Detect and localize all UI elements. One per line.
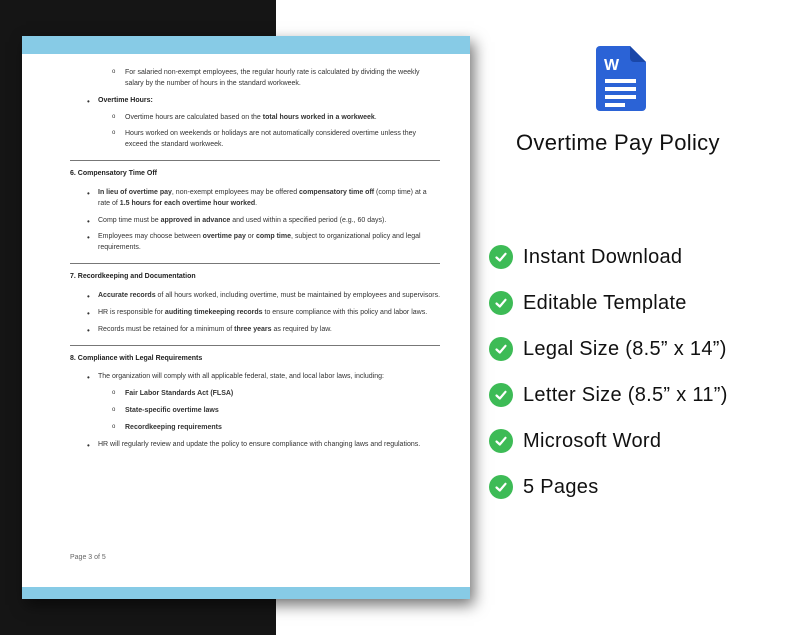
list-item <box>70 96 440 107</box>
section-divider <box>70 160 440 161</box>
list-item: • Records must be retained for a minimum of three years as required by law. <box>70 325 440 336</box>
page-number: Page 3 of 5 <box>70 554 106 561</box>
check-icon <box>489 245 513 269</box>
document-body <box>70 68 440 457</box>
feature-list <box>489 234 728 510</box>
document-page-preview <box>22 36 470 599</box>
list-item: • HR is responsible for auditing timekeeping records to ensure compliance with this policy and labor laws. <box>70 308 440 319</box>
list-item: o State-specific overtime laws <box>70 406 440 417</box>
page-footer-band <box>22 587 470 599</box>
product-title: Overtime Pay Policy <box>516 130 720 155</box>
section-title: 8. Compliance with Legal Requirements <box>70 354 203 362</box>
section-title: 7. Recordkeeping and Documentation <box>70 273 196 281</box>
list-item: o Recordkeeping requirements <box>70 423 440 434</box>
feature-item <box>489 372 728 418</box>
list-item: • Accurate records of all hours worked, including overtime, must be maintained by employees and supervisors. <box>70 291 440 302</box>
feature-label: Microsoft Word <box>523 429 662 452</box>
list-item: • HR will regularly review and update the policy to ensure compliance with changing laws and regulations. <box>70 440 440 451</box>
list-item: • Comp time must be approved in advance and used within a specified period (e.g., 60 days). <box>70 216 440 227</box>
feature-label: Instant Download <box>523 245 683 268</box>
feature-label: Editable Template <box>523 291 687 314</box>
feature-item <box>489 464 728 510</box>
check-icon <box>489 337 513 361</box>
list-item: • Employees may choose between overtime pay or comp time, subject to organizational policy and legal requirements. <box>70 232 440 254</box>
check-icon <box>489 475 513 499</box>
check-icon <box>489 383 513 407</box>
page-header-band <box>22 36 470 54</box>
feature-item <box>489 280 728 326</box>
overtime-hours-label: Overtime Hours: <box>98 96 153 104</box>
feature-item <box>489 234 728 280</box>
list-item: • In lieu of overtime pay, non-exempt employees may be offered compensatory time off (comp time) at a rate of 1.5 hours for each overtime hour worked. <box>70 188 440 210</box>
list-item: o For salaried non-exempt employees, the regular hourly rate is calculated by dividing the weekly salary by the number of hours in the standard workweek. <box>70 68 440 90</box>
feature-item <box>489 326 728 372</box>
list-item: o Overtime hours are calculated based on the total hours worked in a workweek. <box>70 113 440 124</box>
feature-label: Letter Size (8.5” x 11”) <box>523 383 728 406</box>
check-icon <box>489 429 513 453</box>
check-icon <box>489 291 513 315</box>
list-item: • The organization will comply with all applicable federal, state, and local labor laws, including: <box>70 372 440 383</box>
feature-label: Legal Size (8.5” x 14”) <box>523 337 727 360</box>
microsoft-word-icon <box>596 46 646 111</box>
feature-item <box>489 418 728 464</box>
section-divider <box>70 263 440 264</box>
feature-label: 5 Pages <box>523 475 599 498</box>
svg-text:W: W <box>604 57 620 74</box>
section-title: 6. Compensatory Time Off <box>70 170 158 178</box>
list-item: o Hours worked on weekends or holidays are not automatically considered overtime unless they exceed the standard workweek. <box>70 129 440 151</box>
section-divider <box>70 345 440 346</box>
list-item: o Fair Labor Standards Act (FLSA) <box>70 389 440 400</box>
